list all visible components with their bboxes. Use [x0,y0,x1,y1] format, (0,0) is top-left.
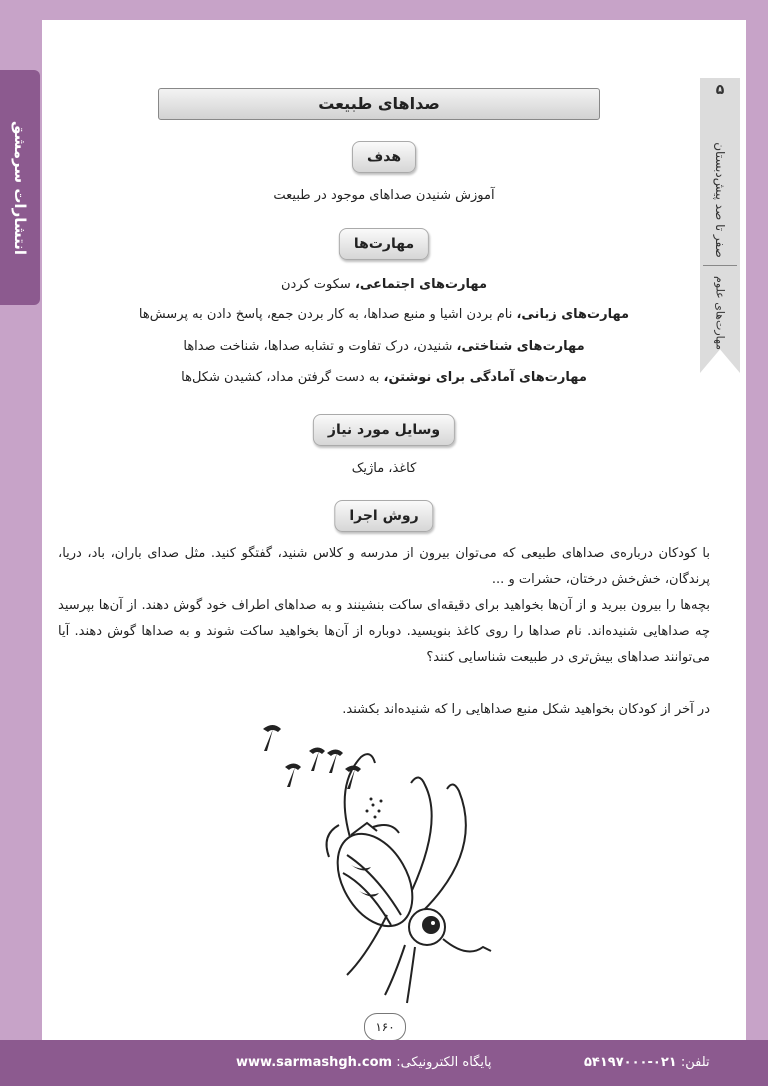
website-link[interactable]: www.sarmashgh.com [236,1055,393,1070]
phone-number: ۰۲۱-۵۴۱۹۷۰۰۰ [584,1055,677,1070]
page-number: ۱۶۰ [364,1013,406,1041]
method-paragraph-3: در آخر از کودکان بخواهید شکل منبع صداهایی را که شنیده‌اند بکشند. [342,702,710,717]
book-title: صفر تا صد پیش‌دبستان [713,142,727,258]
cricket-illustration-icon [255,715,515,1015]
materials-text: کاغذ، ماژیک [351,461,417,476]
footer-website [236,1055,492,1070]
subject-title: مهارت‌های علوم [713,276,727,350]
method-paragraph-1: با کودکان درباره‌ی صداهای طبیعی که می‌توان بیرون از مدرسه و کلاس شنید، گفتگو کنید. مثل صدای باران، باد، دریا، پرندگان، خش‌خش درختان، حشرات و ... [58,546,710,587]
skill-cognitive: مهارت‌های شناختی، شنیدن، درک تفاوت و تشابه صداها، شناخت صداها [183,339,585,354]
skills-heading: مهارت‌ها [339,228,429,260]
lesson-title: صداهای طبیعت [158,88,600,120]
skill-social: مهارت‌های اجتماعی، سکوت کردن [280,277,488,292]
method-paragraph-2: بچه‌ها را بیرون ببرید و از آن‌ها بخواهید برای دقیقه‌ای ساکت بنشینند و به صداهای اطراف خود گوش دهند. از آن‌ها بپرسید چه صداهایی شنیده‌اند. نام صداها را روی کاغذ بنویسید. دوباره از آن‌ها بخواهید ساکت شوند و به صداها گوش دهند. آیا می‌توانند صداهای بیش‌تری در طبیعت شناسایی کنند؟ [58,598,710,665]
skill-language: مهارت‌های زبانی، نام بردن اشیا و منبع صداها، به کار بردن جمع، پاسخ دادن به پرسش‌ها [138,307,630,322]
materials-heading: وسایل مورد نیاز [313,414,455,446]
skill-writing: مهارت‌های آمادگی برای نوشتن، به دست گرفتن مداد، کشیدن شکل‌ها [181,370,587,385]
footer-phone [584,1055,710,1070]
chapter-number: ۵ [715,82,725,98]
goal-text: آموزش شنیدن صداهای موجود در طبیعت [273,188,495,203]
method-heading: روش اجرا [334,500,433,532]
publisher-label: انتشارات سرمشق [11,120,29,255]
phone-label: تلفن: [680,1055,710,1070]
ribbon-divider [703,265,737,266]
website-label: پایگاه الکترونیکی: [396,1055,492,1070]
goal-heading: هدف [352,141,416,173]
top-strip [0,0,768,20]
